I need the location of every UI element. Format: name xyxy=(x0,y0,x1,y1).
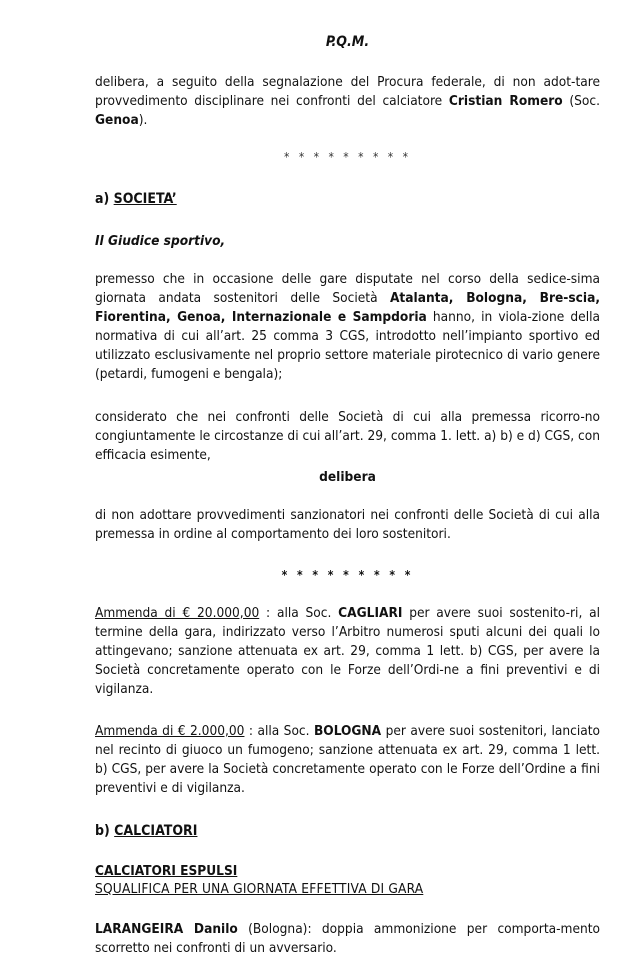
page-title: P.Q.M. xyxy=(325,34,370,50)
calciatori-espulsi-heading: CALCIATORI ESPULSI xyxy=(95,863,238,879)
ammenda-cagliari-paragraph: Ammenda di € 20.000,00 : alla Soc. CAGLIARI per avere suoi sostenito-ri, al termine della gara, indirizzato verso l’Arbitro numerosi sputi alcuni dei quali lo attingevano; sanzione attenuata ex art. 29, comma 1 lett. b) CGS, per avere la Società concretamente operato con le Forze dell’Ordi-ne a fini preventivi e di vigilanza. xyxy=(95,605,601,697)
intro-paragraph: delibera, a seguito della segnalazione del Procura federale, di non adot-tare provvedimento disciplinare nei confronti del calciatore Cristian Romero (Soc. Genoa). xyxy=(95,74,601,128)
non-adottare-paragraph: di non adottare provvedimenti sanzionatori nei confronti delle Società di cui alla premessa in ordine al comportamento dei loro sostenitori. xyxy=(95,507,600,542)
larangeira-paragraph: LARANGEIRA Danilo (Bologna): doppia ammonizione per comporta-mento scorretto nei confronti di un avversario. xyxy=(95,921,600,956)
section-a-heading: a) SOCIETA’ xyxy=(95,191,177,207)
separator-stars-bold: * * * * * * * * * xyxy=(281,568,414,582)
section-b-heading: b) CALCIATORI xyxy=(95,823,198,839)
giudice-heading: Il Giudice sportivo, xyxy=(95,233,226,249)
delibera-heading: delibera xyxy=(319,469,376,485)
ammenda-bologna-paragraph: Ammenda di € 2.000,00 : alla Soc. BOLOGNA per avere suoi sostenitori, lanciato nel recinto di giuoco un fumogeno; sanzione attenuata ex art. 29, comma 1 lett. b) CGS, per avere la Società concretamente operato con le Forze dell’Ordine a fini preventivi e di vigilanza. xyxy=(95,723,600,796)
considerato-paragraph: considerato che nei confronti delle Società di cui alla premessa ricorro-no congiuntamente le circostanze di cui all’art. 29, comma 1. lett. a) b) e d) CGS, con efficacia esimente, xyxy=(95,409,600,463)
squalifica-subheading: SQUALIFICA PER UNA GIORNATA EFFETTIVA DI GARA xyxy=(95,881,424,897)
premesso-paragraph: premesso che in occasione delle gare disputate nel corso della sedice-sima giornata andata sostenitori delle Società Atalanta, Bologna, Bre-scia, Fiorentina, Genoa, Internazionale e Sampdoria hanno, in viola-zione della normativa di cui all’art. 25 comma 3 CGS, introdotto nell’impianto sportivo ed utilizzato esclusivamente nel proprio settore materiale pirotecnico di vario genere (petardi, fumogeni e bengala); xyxy=(95,271,600,382)
separator-stars: * * * * * * * * * xyxy=(284,150,411,164)
